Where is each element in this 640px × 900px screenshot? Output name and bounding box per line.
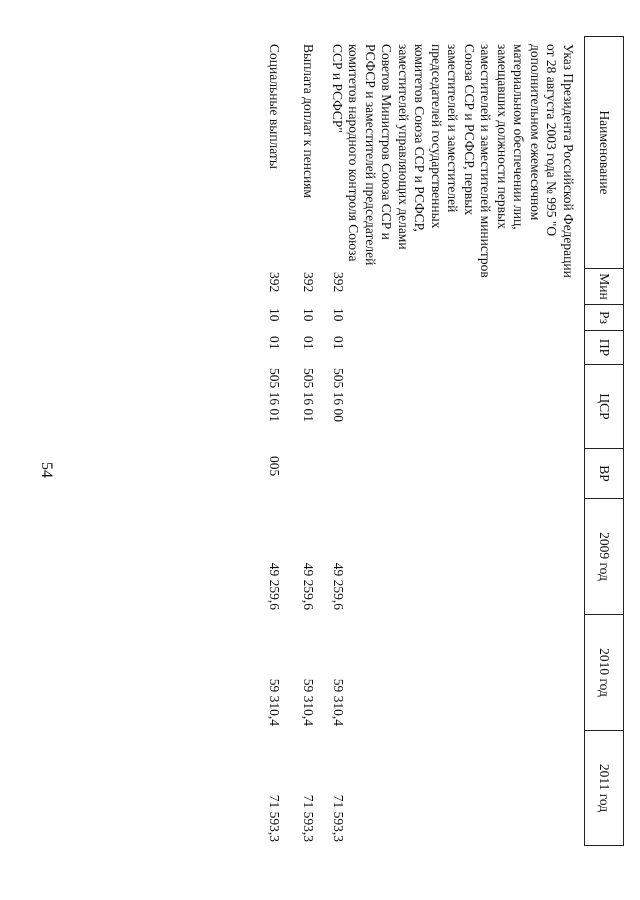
row-vr: 005	[267, 456, 282, 477]
budget-table	[124, 36, 624, 846]
column-header-name: Наименование	[585, 36, 623, 268]
table-header-row	[584, 36, 624, 846]
column-header-pr: ПР	[585, 330, 623, 364]
row-2010: 59 310,4	[331, 678, 346, 726]
column-header-vr: ВР	[585, 448, 623, 498]
row-name: Социальные выплаты	[267, 44, 282, 169]
row-min: 392	[267, 272, 282, 293]
column-header-rz: Рз	[585, 304, 623, 330]
row-pr: 01	[267, 336, 282, 350]
column-header-2010: 2010 год	[585, 614, 623, 730]
row-csr: 505 16 01	[301, 368, 316, 422]
row-rz: 10	[267, 308, 282, 322]
row-2010: 59 310,4	[301, 678, 316, 726]
row-csr: 505 16 00	[331, 368, 346, 422]
row-2009: 49 259,6	[331, 562, 346, 610]
column-header-2009: 2009 год	[585, 498, 623, 614]
row-name: Выплата доплат к пенсиям	[301, 44, 316, 198]
row-2009: 49 259,6	[301, 562, 316, 610]
row-rz: 10	[331, 308, 346, 322]
row-name: Указ Президента Российской Федерации от 28 августа 2003 года № 995 "О дополнительном ежемесячном материальном обеспечении лиц, замещавших должности первых заместителей и заместителей министров Союза ССР и РСФСР, первых заместителей и заместителей председателей государственных комитетов Союза ССР и РСФСР, заместителей управляющих делами Советов Министров Союза ССР и РСФСР и заместителей председателей комитетов народного контроля Союза ССР и РСФСР"	[330, 44, 576, 278]
row-2009: 49 259,6	[267, 562, 282, 610]
row-pr: 01	[331, 336, 346, 350]
row-min: 392	[331, 272, 346, 293]
row-2011: 71 593,3	[301, 794, 316, 842]
row-rz: 10	[301, 308, 316, 322]
row-2011: 71 593,3	[267, 794, 282, 842]
row-min: 392	[301, 272, 316, 293]
row-2011: 71 593,3	[331, 794, 346, 842]
row-pr: 01	[301, 336, 316, 350]
row-csr: 505 16 01	[267, 368, 282, 422]
page-number: 54	[38, 462, 55, 478]
column-header-csr: ЦСР	[585, 364, 623, 448]
column-header-min: Мин	[585, 268, 623, 304]
row-2010: 59 310,4	[267, 678, 282, 726]
column-header-2011: 2011 год	[585, 730, 623, 846]
